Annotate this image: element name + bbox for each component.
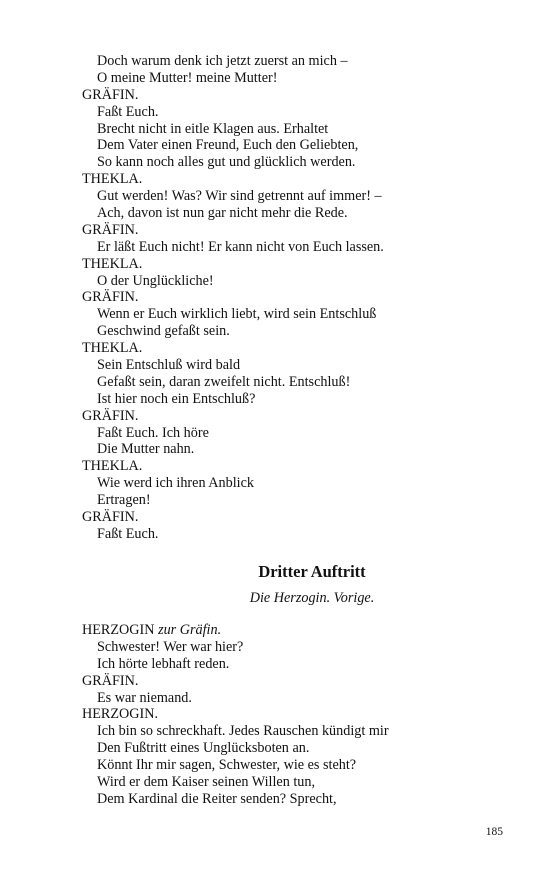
verse-line: Dem Kardinal die Reiter senden? Sprecht, [97, 790, 337, 807]
dialogue-block-1 [82, 53, 442, 543]
verse-line: Gefaßt sein, daran zweifelt nicht. Entschluß! [97, 373, 351, 390]
speaker-name: THEKLA. [82, 458, 143, 475]
speaker-name: THEKLA. [82, 340, 143, 357]
verse-line: Wie werd ich ihren Anblick [97, 475, 255, 492]
verse-line: Den Fußtritt eines Unglücksboten an. [97, 740, 310, 757]
verse-line: Wird er dem Kaiser seinen Willen tun, [97, 774, 316, 791]
verse-line: Wenn er Euch wirklich liebt, wird sein Entschluß [97, 306, 377, 323]
verse-line: Brecht nicht in eitle Klagen aus. Erhaltet [97, 120, 329, 137]
speaker-name: GRÄFIN. [82, 289, 139, 306]
speaker-name: THEKLA. [82, 171, 143, 188]
verse-line: Faßt Euch. Ich höre [97, 424, 209, 441]
verse-line: Ich bin so schreckhaft. Jedes Rauschen kündigt mir [97, 723, 389, 740]
speaker-name: GRÄFIN. [82, 672, 139, 689]
verse-line: Könnt Ihr mir sagen, Schwester, wie es steht? [97, 757, 357, 774]
verse-line: Schwester! Wer war hier? [97, 638, 244, 655]
verse-line: Ich hörte lebhaft reden. [97, 655, 230, 672]
speaker-name: HERZOGIN. [82, 706, 159, 723]
verse-line: Faßt Euch. [97, 103, 159, 120]
verse-line: Es war niemand. [97, 689, 192, 706]
verse-line: Ist hier noch ein Entschluß? [97, 390, 256, 407]
scene-cast: Die Herzogin. Vorige. [249, 590, 375, 606]
verse-line: Geschwind gefaßt sein. [97, 323, 230, 340]
verse-line: Dem Vater einen Freund, Euch den Geliebten, [97, 137, 359, 154]
speaker-name [82, 622, 442, 639]
page-number: 185 [485, 826, 503, 838]
verse-line: Ach, davon ist nun gar nicht mehr die Rede. [97, 205, 348, 222]
speaker-name: THEKLA. [82, 255, 143, 272]
verse-line: Ertragen! [97, 492, 151, 509]
dialogue-block-2 [82, 622, 442, 808]
speaker-name: GRÄFIN. [82, 407, 139, 424]
verse-line: O meine Mutter! meine Mutter! [97, 69, 278, 86]
speaker-name: GRÄFIN. [82, 221, 139, 238]
verse-line: Faßt Euch. [97, 525, 159, 542]
stage-direction: zur Gräfin. [158, 622, 222, 638]
speaker-label: HERZOGIN [82, 622, 155, 638]
speaker-name: GRÄFIN. [82, 86, 139, 103]
verse-line: Doch warum denk ich jetzt zuerst an mich – [97, 53, 348, 69]
verse-line: So kann noch alles gut und glücklich werden. [97, 154, 356, 171]
verse-line: Er läßt Euch nicht! Er kann nicht von Euch lassen. [97, 238, 384, 255]
verse-line: Die Mutter nahn. [97, 441, 195, 458]
verse-line: Gut werden! Was? Wir sind getrennt auf immer! – [97, 188, 382, 205]
speaker-name: GRÄFIN. [82, 509, 139, 526]
scene-title: Dritter Auftritt [258, 562, 366, 581]
verse-line: Sein Entschluß wird bald [97, 357, 241, 374]
verse-line: O der Unglückliche! [97, 272, 214, 289]
